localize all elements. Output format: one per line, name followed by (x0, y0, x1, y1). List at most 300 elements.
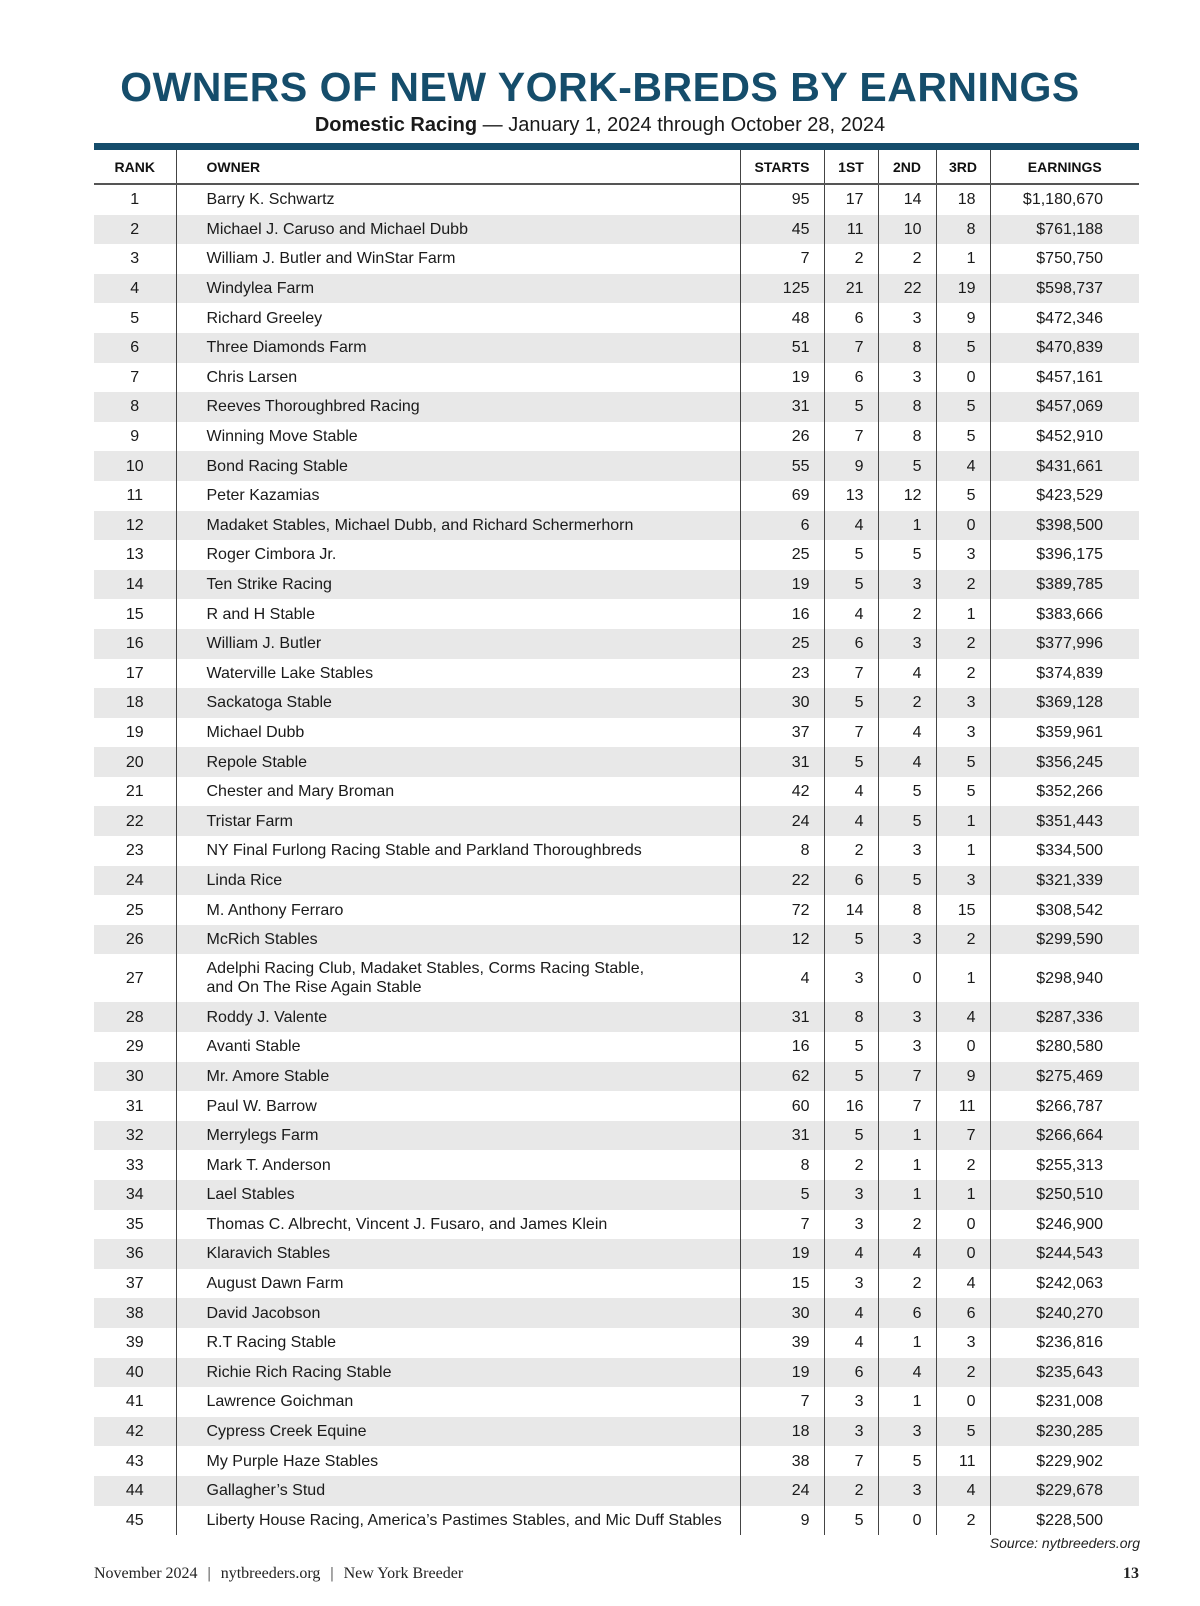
cell-starts: 19 (740, 1358, 824, 1388)
cell-owner: Richie Rich Racing Stable (176, 1358, 740, 1388)
cell-second: 8 (878, 333, 936, 363)
cell-third: 0 (936, 511, 990, 541)
cell-earnings: $334,500 (990, 836, 1139, 866)
cell-owner: Barry K. Schwartz (176, 184, 740, 215)
cell-earnings: $250,510 (990, 1180, 1139, 1210)
cell-earnings: $244,543 (990, 1239, 1139, 1269)
cell-second: 22 (878, 274, 936, 304)
subtitle-dates: — January 1, 2024 through October 28, 2024 (477, 114, 886, 136)
cell-earnings: $396,175 (990, 540, 1139, 570)
cell-first: 8 (824, 1002, 878, 1032)
cell-owner: NY Final Furlong Racing Stable and Parkland Thoroughbreds (176, 836, 740, 866)
cell-owner: Windylea Farm (176, 274, 740, 304)
cell-starts: 125 (740, 274, 824, 304)
cell-first: 2 (824, 1150, 878, 1180)
cell-rank: 30 (94, 1062, 176, 1092)
cell-owner: Chester and Mary Broman (176, 777, 740, 807)
cell-starts: 7 (740, 1210, 824, 1240)
cell-starts: 24 (740, 806, 824, 836)
table-row (94, 1210, 1139, 1240)
cell-first: 3 (824, 1387, 878, 1417)
table-row (94, 925, 1139, 955)
cell-starts: 55 (740, 451, 824, 481)
cell-rank: 28 (94, 1002, 176, 1032)
cell-earnings: $383,666 (990, 599, 1139, 629)
cell-second: 3 (878, 363, 936, 393)
table-row (94, 629, 1139, 659)
cell-first: 6 (824, 303, 878, 333)
table-body (94, 184, 1139, 1535)
cell-starts: 9 (740, 1506, 824, 1536)
cell-second: 5 (878, 451, 936, 481)
cell-first: 5 (824, 688, 878, 718)
cell-rank: 20 (94, 747, 176, 777)
table-row (94, 1269, 1139, 1299)
cell-earnings: $457,069 (990, 392, 1139, 422)
cell-owner: Liberty House Racing, America’s Pastimes Stables, and Mic Duff Stables (176, 1506, 740, 1536)
cell-third: 18 (936, 184, 990, 215)
cell-second: 3 (878, 303, 936, 333)
cell-rank: 45 (125, 1511, 144, 1529)
cell-rank: 13 (125, 546, 144, 564)
cell-first: 3 (824, 1269, 878, 1299)
cell-starts: 8 (740, 836, 824, 866)
cell-third: 5 (936, 333, 990, 363)
cell-earnings: $266,664 (990, 1121, 1139, 1151)
cell-earnings: $452,910 (990, 422, 1139, 452)
cell-earnings: $298,940 (990, 954, 1139, 1002)
subtitle-strong: Domestic Racing (314, 114, 478, 136)
cell-rank: 15 (125, 605, 144, 623)
table-row (94, 451, 1139, 481)
cell-starts: 16 (740, 599, 824, 629)
cell-owner: David Jacobson (176, 1298, 740, 1328)
cell-second: 5 (878, 777, 936, 807)
cell-owner: Klaravich Stables (176, 1239, 740, 1269)
cell-earnings: $377,996 (990, 629, 1139, 659)
cell-earnings: $1,180,670 (990, 184, 1139, 215)
cell-starts: 31 (740, 392, 824, 422)
footer-separator: | (330, 1565, 334, 1582)
cell-owner: Repole Stable (176, 747, 740, 777)
cell-owner: Bond Racing Stable (176, 451, 740, 481)
cell-earnings: $470,839 (990, 333, 1139, 363)
table-row (94, 599, 1139, 629)
cell-owner: Merrylegs Farm (176, 1121, 740, 1151)
table-row (94, 481, 1139, 511)
cell-rank: 6 (94, 333, 176, 363)
cell-earnings: $359,961 (990, 718, 1139, 748)
page-subtitle (0, 114, 1200, 137)
header-rank: RANK (94, 150, 176, 184)
cell-owner: Adelphi Racing Club, Madaket Stables, Corms Racing Stable, and On The Rise Again Stable (176, 954, 740, 1002)
cell-first: 5 (824, 1506, 878, 1536)
header-second: 2ND (878, 150, 936, 184)
footer-date: November 2024 (94, 1565, 198, 1582)
cell-rank: 38 (94, 1298, 176, 1328)
cell-starts: 8 (740, 1150, 824, 1180)
cell-starts: 25 (740, 629, 824, 659)
cell-first: 6 (824, 866, 878, 896)
cell-first: 3 (824, 1180, 878, 1210)
cell-earnings: $266,787 (990, 1091, 1139, 1121)
cell-third: 3 (936, 540, 990, 570)
table-row (94, 1032, 1139, 1062)
cell-rank: 7 (130, 368, 140, 386)
cell-starts: 15 (740, 1269, 824, 1299)
footer-publication: New York Breeder (343, 1565, 464, 1582)
cell-second: 4 (878, 1239, 936, 1269)
cell-first: 4 (824, 777, 878, 807)
cell-owner: Peter Kazamias (176, 481, 740, 511)
cell-owner: Mr. Amore Stable (176, 1062, 740, 1092)
cell-rank: 39 (125, 1334, 144, 1352)
cell-owner: Cypress Creek Equine (176, 1417, 740, 1447)
cell-earnings: $389,785 (990, 570, 1139, 600)
cell-owner: Sackatoga Stable (176, 688, 740, 718)
cell-rank: 22 (94, 806, 176, 836)
cell-third: 7 (936, 1121, 990, 1151)
cell-rank: 27 (125, 969, 144, 987)
cell-third: 5 (936, 747, 990, 777)
cell-owner: Linda Rice (176, 866, 740, 896)
cell-rank: 9 (130, 428, 140, 446)
cell-second: 1 (878, 1328, 936, 1358)
cell-second: 10 (878, 215, 936, 245)
table-row (94, 184, 1139, 215)
cell-first: 7 (824, 659, 878, 689)
header-third: 3RD (936, 150, 990, 184)
cell-earnings: $431,661 (990, 451, 1139, 481)
table-row (94, 303, 1139, 333)
cell-first: 13 (824, 481, 878, 511)
cell-earnings: $598,737 (990, 274, 1139, 304)
cell-third: 1 (936, 806, 990, 836)
cell-rank: 3 (130, 250, 140, 268)
table-row (94, 836, 1139, 866)
table-row (94, 570, 1139, 600)
table-row (94, 1121, 1139, 1151)
header-first: 1ST (824, 150, 878, 184)
cell-earnings: $356,245 (990, 747, 1139, 777)
source-note: Source: nytbreeders.org (989, 1535, 1140, 1551)
cell-second: 3 (878, 836, 936, 866)
page-footer (94, 1565, 1139, 1583)
cell-owner: Gallagher’s Stud (176, 1476, 740, 1506)
table-row (94, 1062, 1139, 1092)
cell-third: 9 (936, 1062, 990, 1092)
table-row (94, 274, 1139, 304)
cell-third: 2 (936, 570, 990, 600)
cell-starts: 69 (740, 481, 824, 511)
table-row (94, 688, 1139, 718)
cell-earnings: $352,266 (990, 777, 1139, 807)
cell-owner: R.T Racing Stable (176, 1328, 740, 1358)
cell-earnings: $255,313 (990, 1150, 1139, 1180)
cell-rank: 19 (125, 723, 144, 741)
cell-rank: 25 (125, 901, 144, 919)
cell-owner: M. Anthony Ferraro (176, 895, 740, 925)
cell-owner: Michael J. Caruso and Michael Dubb (176, 215, 740, 245)
cell-rank: 11 (126, 487, 144, 505)
cell-earnings: $321,339 (990, 866, 1139, 896)
table-row (94, 363, 1139, 393)
footer-separator: | (207, 1565, 211, 1582)
table-row (94, 806, 1139, 836)
cell-owner: Richard Greeley (176, 303, 740, 333)
cell-owner: Ten Strike Racing (176, 570, 740, 600)
cell-rank: 32 (94, 1121, 176, 1151)
cell-starts: 31 (740, 1002, 824, 1032)
cell-earnings: $235,643 (990, 1358, 1139, 1388)
cell-owner: Roger Cimbora Jr. (176, 540, 740, 570)
table-row (94, 777, 1139, 807)
cell-third: 1 (936, 599, 990, 629)
cell-third: 4 (936, 1002, 990, 1032)
cell-rank: 23 (125, 842, 144, 860)
cell-third: 2 (936, 659, 990, 689)
cell-rank: 29 (125, 1038, 144, 1056)
cell-second: 1 (878, 1180, 936, 1210)
table-row (94, 1387, 1139, 1417)
cell-starts: 22 (740, 866, 824, 896)
cell-first: 3 (824, 954, 878, 1002)
cell-first: 5 (824, 1032, 878, 1062)
cell-first: 6 (824, 363, 878, 393)
cell-owner: Roddy J. Valente (176, 1002, 740, 1032)
cell-second: 2 (878, 599, 936, 629)
cell-rank: 26 (94, 925, 176, 955)
cell-first: 4 (824, 1239, 878, 1269)
cell-rank: 35 (125, 1215, 144, 1233)
cell-owner: R and H Stable (176, 599, 740, 629)
cell-starts: 23 (740, 659, 824, 689)
table-row (94, 718, 1139, 748)
table-row (94, 1150, 1139, 1180)
cell-first: 5 (824, 1121, 878, 1151)
cell-earnings: $230,285 (990, 1417, 1139, 1447)
cell-second: 1 (878, 511, 936, 541)
cell-owner: Three Diamonds Farm (176, 333, 740, 363)
cell-starts: 39 (740, 1328, 824, 1358)
cell-third: 2 (936, 1506, 990, 1536)
cell-second: 3 (878, 1002, 936, 1032)
cell-rank: 8 (94, 392, 176, 422)
cell-owner: Avanti Stable (176, 1032, 740, 1062)
footer-site: nytbreeders.org (220, 1565, 321, 1582)
cell-starts: 31 (740, 747, 824, 777)
cell-second: 4 (878, 718, 936, 748)
cell-earnings: $242,063 (990, 1269, 1139, 1299)
cell-owner: Lael Stables (176, 1180, 740, 1210)
cell-third: 2 (936, 925, 990, 955)
cell-rank: 2 (94, 215, 176, 245)
page-title: OWNERS OF NEW YORK-BREDS BY EARNINGS (120, 64, 1080, 110)
cell-third: 5 (936, 481, 990, 511)
cell-starts: 48 (740, 303, 824, 333)
earnings-table (94, 143, 1139, 1535)
cell-third: 0 (936, 363, 990, 393)
cell-first: 3 (824, 1417, 878, 1447)
table-row (94, 1180, 1139, 1210)
cell-first: 6 (824, 629, 878, 659)
cell-rank: 21 (125, 783, 144, 801)
cell-first: 17 (824, 184, 878, 215)
cell-first: 5 (824, 570, 878, 600)
cell-third: 3 (936, 1328, 990, 1358)
cell-starts: 19 (740, 570, 824, 600)
cell-starts: 51 (740, 333, 824, 363)
cell-owner: Mark T. Anderson (176, 1150, 740, 1180)
cell-third: 1 (936, 244, 990, 274)
table-row (94, 1506, 1139, 1536)
cell-owner: Waterville Lake Stables (176, 659, 740, 689)
table-row (94, 540, 1139, 570)
cell-third: 15 (936, 895, 990, 925)
cell-first: 4 (824, 806, 878, 836)
cell-third: 0 (936, 1032, 990, 1062)
cell-owner: Winning Move Stable (176, 422, 740, 452)
table-row (94, 1328, 1139, 1358)
cell-starts: 60 (740, 1091, 824, 1121)
cell-owner: Lawrence Goichman (176, 1387, 740, 1417)
cell-third: 2 (936, 1150, 990, 1180)
cell-third: 4 (936, 1476, 990, 1506)
cell-starts: 12 (740, 925, 824, 955)
cell-rank: 44 (94, 1476, 176, 1506)
cell-second: 4 (878, 747, 936, 777)
cell-first: 2 (824, 836, 878, 866)
cell-starts: 30 (740, 688, 824, 718)
cell-third: 8 (936, 215, 990, 245)
cell-third: 11 (936, 1091, 990, 1121)
cell-owner: My Purple Haze Stables (176, 1446, 740, 1476)
cell-third: 4 (936, 1269, 990, 1299)
cell-rank: 4 (94, 274, 176, 304)
cell-second: 5 (878, 540, 936, 570)
table-row (94, 1476, 1139, 1506)
cell-starts: 24 (740, 1476, 824, 1506)
cell-third: 3 (936, 866, 990, 896)
cell-starts: 25 (740, 540, 824, 570)
cell-third: 5 (936, 422, 990, 452)
table-row (94, 895, 1139, 925)
cell-second: 3 (878, 1032, 936, 1062)
cell-first: 16 (824, 1091, 878, 1121)
cell-rank: 12 (94, 511, 176, 541)
cell-first: 7 (824, 422, 878, 452)
cell-earnings: $275,469 (990, 1062, 1139, 1092)
table-row (94, 392, 1139, 422)
table-row (94, 422, 1139, 452)
cell-third: 1 (936, 836, 990, 866)
table-row (94, 747, 1139, 777)
header-owner: OWNER (176, 150, 740, 184)
cell-earnings: $240,270 (990, 1298, 1139, 1328)
cell-earnings: $351,443 (990, 806, 1139, 836)
cell-second: 3 (878, 925, 936, 955)
cell-second: 7 (878, 1062, 936, 1092)
cell-owner: William J. Butler and WinStar Farm (176, 244, 740, 274)
cell-owner: Chris Larsen (176, 363, 740, 393)
cell-starts: 45 (740, 215, 824, 245)
cell-earnings: $231,008 (990, 1387, 1139, 1417)
cell-second: 3 (878, 570, 936, 600)
cell-rank: 36 (94, 1239, 176, 1269)
cell-first: 5 (824, 1062, 878, 1092)
cell-starts: 37 (740, 718, 824, 748)
table-row (94, 511, 1139, 541)
cell-starts: 5 (740, 1180, 824, 1210)
cell-rank: 43 (125, 1452, 144, 1470)
cell-second: 4 (878, 659, 936, 689)
table-row (94, 1002, 1139, 1032)
cell-rank: 17 (125, 664, 144, 682)
cell-first: 4 (824, 1328, 878, 1358)
cell-rank: 16 (94, 629, 176, 659)
cell-first: 3 (824, 1210, 878, 1240)
cell-earnings: $472,346 (990, 303, 1139, 333)
cell-third: 1 (936, 954, 990, 1002)
table-row (94, 244, 1139, 274)
cell-starts: 19 (740, 1239, 824, 1269)
cell-starts: 7 (740, 1387, 824, 1417)
cell-first: 14 (824, 895, 878, 925)
cell-owner: Michael Dubb (176, 718, 740, 748)
cell-third: 3 (936, 688, 990, 718)
cell-second: 5 (878, 1446, 936, 1476)
cell-starts: 7 (740, 244, 824, 274)
cell-third: 6 (936, 1298, 990, 1328)
cell-third: 0 (936, 1387, 990, 1417)
cell-second: 8 (878, 422, 936, 452)
cell-earnings: $299,590 (990, 925, 1139, 955)
cell-earnings: $229,678 (990, 1476, 1139, 1506)
cell-third: 19 (936, 274, 990, 304)
cell-first: 6 (824, 1358, 878, 1388)
cell-earnings: $280,580 (990, 1032, 1139, 1062)
cell-earnings: $236,816 (990, 1328, 1139, 1358)
cell-second: 3 (878, 629, 936, 659)
cell-third: 1 (936, 1180, 990, 1210)
cell-first: 2 (824, 1476, 878, 1506)
table-row (94, 215, 1139, 245)
cell-rank: 41 (125, 1393, 144, 1411)
cell-starts: 18 (740, 1417, 824, 1447)
table-row (94, 333, 1139, 363)
cell-first: 7 (824, 333, 878, 363)
cell-owner: Reeves Thoroughbred Racing (176, 392, 740, 422)
cell-owner: Paul W. Barrow (176, 1091, 740, 1121)
cell-owner: Madaket Stables, Michael Dubb, and Richard Schermerhorn (176, 511, 740, 541)
cell-earnings: $761,188 (990, 215, 1139, 245)
cell-first: 5 (824, 747, 878, 777)
cell-third: 5 (936, 777, 990, 807)
cell-second: 2 (878, 1210, 936, 1240)
cell-earnings: $287,336 (990, 1002, 1139, 1032)
cell-second: 12 (878, 481, 936, 511)
cell-second: 1 (878, 1150, 936, 1180)
cell-first: 5 (824, 925, 878, 955)
cell-rank: 31 (125, 1097, 144, 1115)
cell-first: 21 (824, 274, 878, 304)
table-row (94, 1446, 1139, 1476)
cell-earnings: $229,902 (990, 1446, 1139, 1476)
cell-rank: 33 (125, 1156, 144, 1174)
cell-starts: 62 (740, 1062, 824, 1092)
cell-starts: 4 (740, 954, 824, 1002)
cell-second: 0 (878, 1506, 936, 1536)
